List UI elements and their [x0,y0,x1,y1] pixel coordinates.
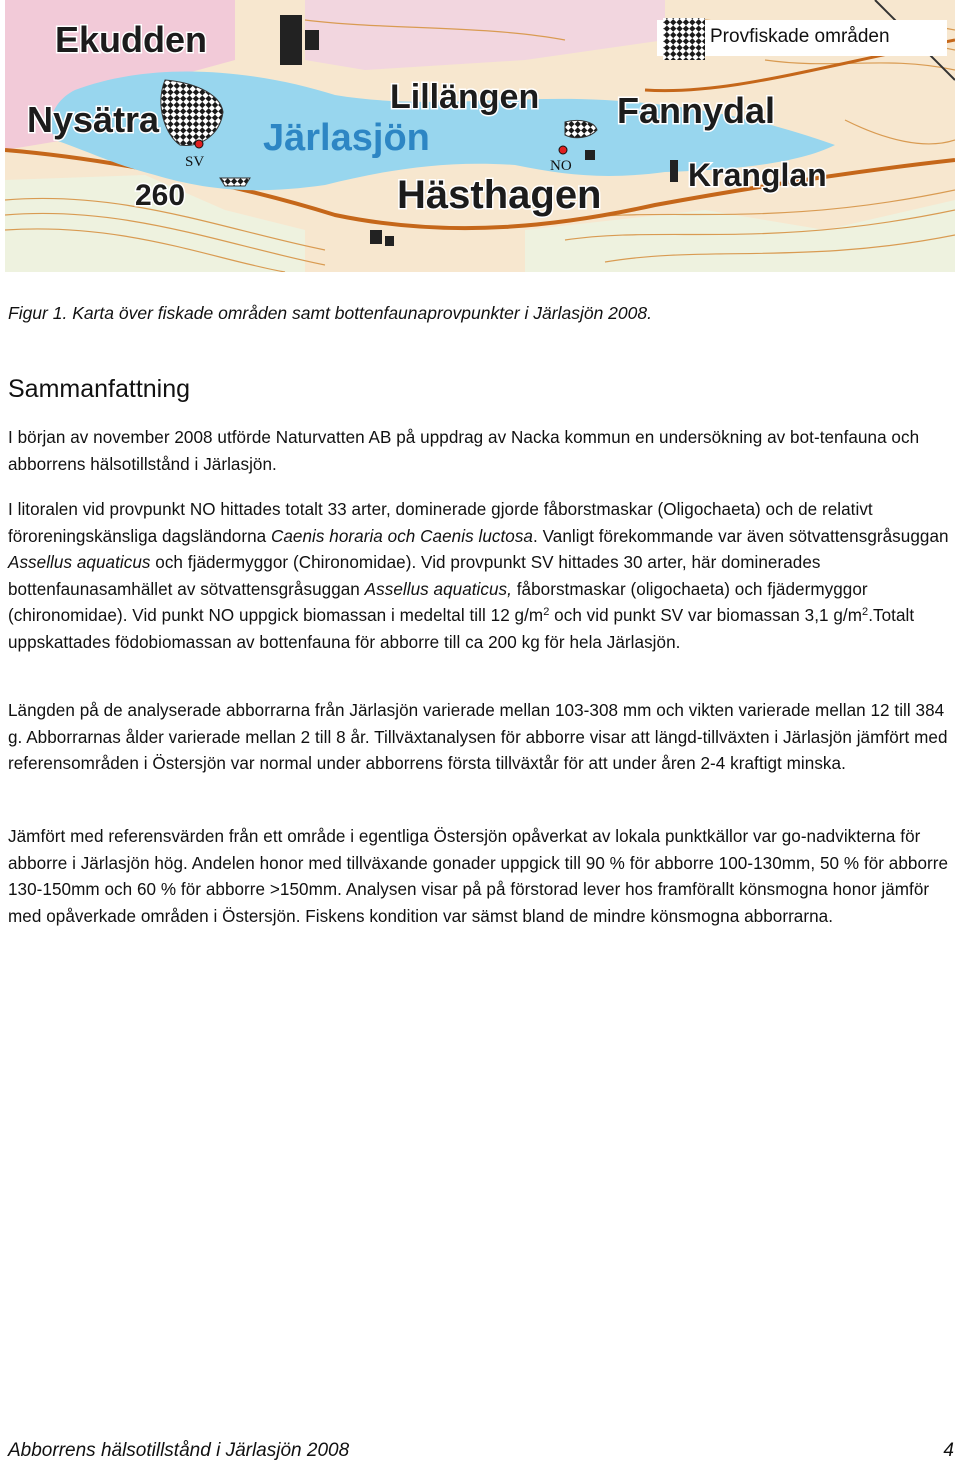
paragraph-perch-length: Längden på de analyserade abborrarna från Järlasjön varierade mellan 103-308 mm och vikten varierade mellan 12 till 384 g. Abborrarnas ålder varierade mellan 2 till 8 år. Tillväxtanalysen för abborre visar att längd-tillväxten i Järlasjön jämfört med referensområden i Östersjön var normal under abborrens första tillväxtår för att under åren 2-4 kraftigt minska. [8,701,948,773]
label-lillangen: Lillängen [390,78,540,116]
figure-caption: Figur 1. Karta över fiskade områden samt bottenfaunaprovpunkter i Järlasjön 2008. [8,303,652,323]
text-segment: I litoralen vid provpunkt NO hittades totalt 33 arter, dominerade gjorde fåborstmaskar (Oligochaeta) och de relativt föroreningskänsliga dagsländorna [8,500,873,546]
text-segment: fåborstmaskar (oligochaeta) och fjädermyggor (chironomidae). Vid punkt NO uppgick biomassan i medeltal till 12 g/m [8,579,868,625]
page-number: 4 [943,1440,954,1461]
superscript: 2 [862,606,869,618]
crosshatch-area-icon [220,178,250,186]
label-nysatra: Nysätra [27,99,160,140]
label-hasthagen: Hästhagen [397,173,602,217]
label-jarlasjon: Järlasjön [263,117,430,159]
map-graphic [5,0,955,272]
section-heading: Sammanfattning [8,375,191,403]
species-name: Assellus aquaticus, [364,579,512,599]
text-segment: . Vanligt förekommande var även sötvattensgråsuggan [532,526,949,546]
label-kranglan: Kranglan [688,157,827,193]
label-no: NO [550,158,572,174]
lake-map [5,0,955,272]
label-road-260: 260 [135,179,186,212]
species-name: Assellus aquaticus [8,553,151,572]
text-segment: .Totalt uppskattades födobiomassan av bottenfauna för abborre till ca 200 kg för hela Järlasjön. [8,606,915,652]
footer-title: Abborrens hälsotillstånd i Järlasjön 2008 [8,1440,350,1461]
sampling-point-icon [559,146,567,154]
text-segment: och fjädermyggor (Chironomidae). Vid provpunkt SV hittades 30 arter, här dominerades bottenfaunasamhället av sötvattensgråsuggan [8,553,821,599]
sampling-point-icon [195,140,203,148]
text-segment: och vid punkt SV var biomassan 3,1 g/m [549,606,863,625]
label-sv: SV [185,154,205,170]
crosshatch-area-icon [663,18,705,60]
paragraph-intro: I början av november 2008 utförde Naturvatten AB på uppdrag av Nacka kommun en undersökning av bot-tenfauna och abborrens hälsotillstånd i Järlasjön. [8,428,920,474]
species-name: Caenis horaria och Caenis luctosa [270,526,533,546]
legend-label: Provfiskade områden [710,26,890,47]
label-fannydal: Fannydal [617,90,776,131]
label-ekudden: Ekudden [55,19,208,60]
paragraph-bottom-fauna [8,497,956,656]
paragraph-gonads: Jämfört med referensvärden från ett område i egentliga Östersjön opåverkat av lokala punktkällor var go-nadvikterna för abborre i Järlasjön hög. Andelen honor med tillväxande gonader uppgick till 90 % för abborre 100-130mm, 50 % för abborre 130-150mm och 60 % för abborre >150mm. Analysen visar på på förstorad lever hos framförallt könsmogna honor jämför med opåverkade områden i Östersjön. Fiskens kondition var sämst bland de mindre könsmogna abborrarna. [8,827,949,926]
superscript: 2 [543,606,550,618]
